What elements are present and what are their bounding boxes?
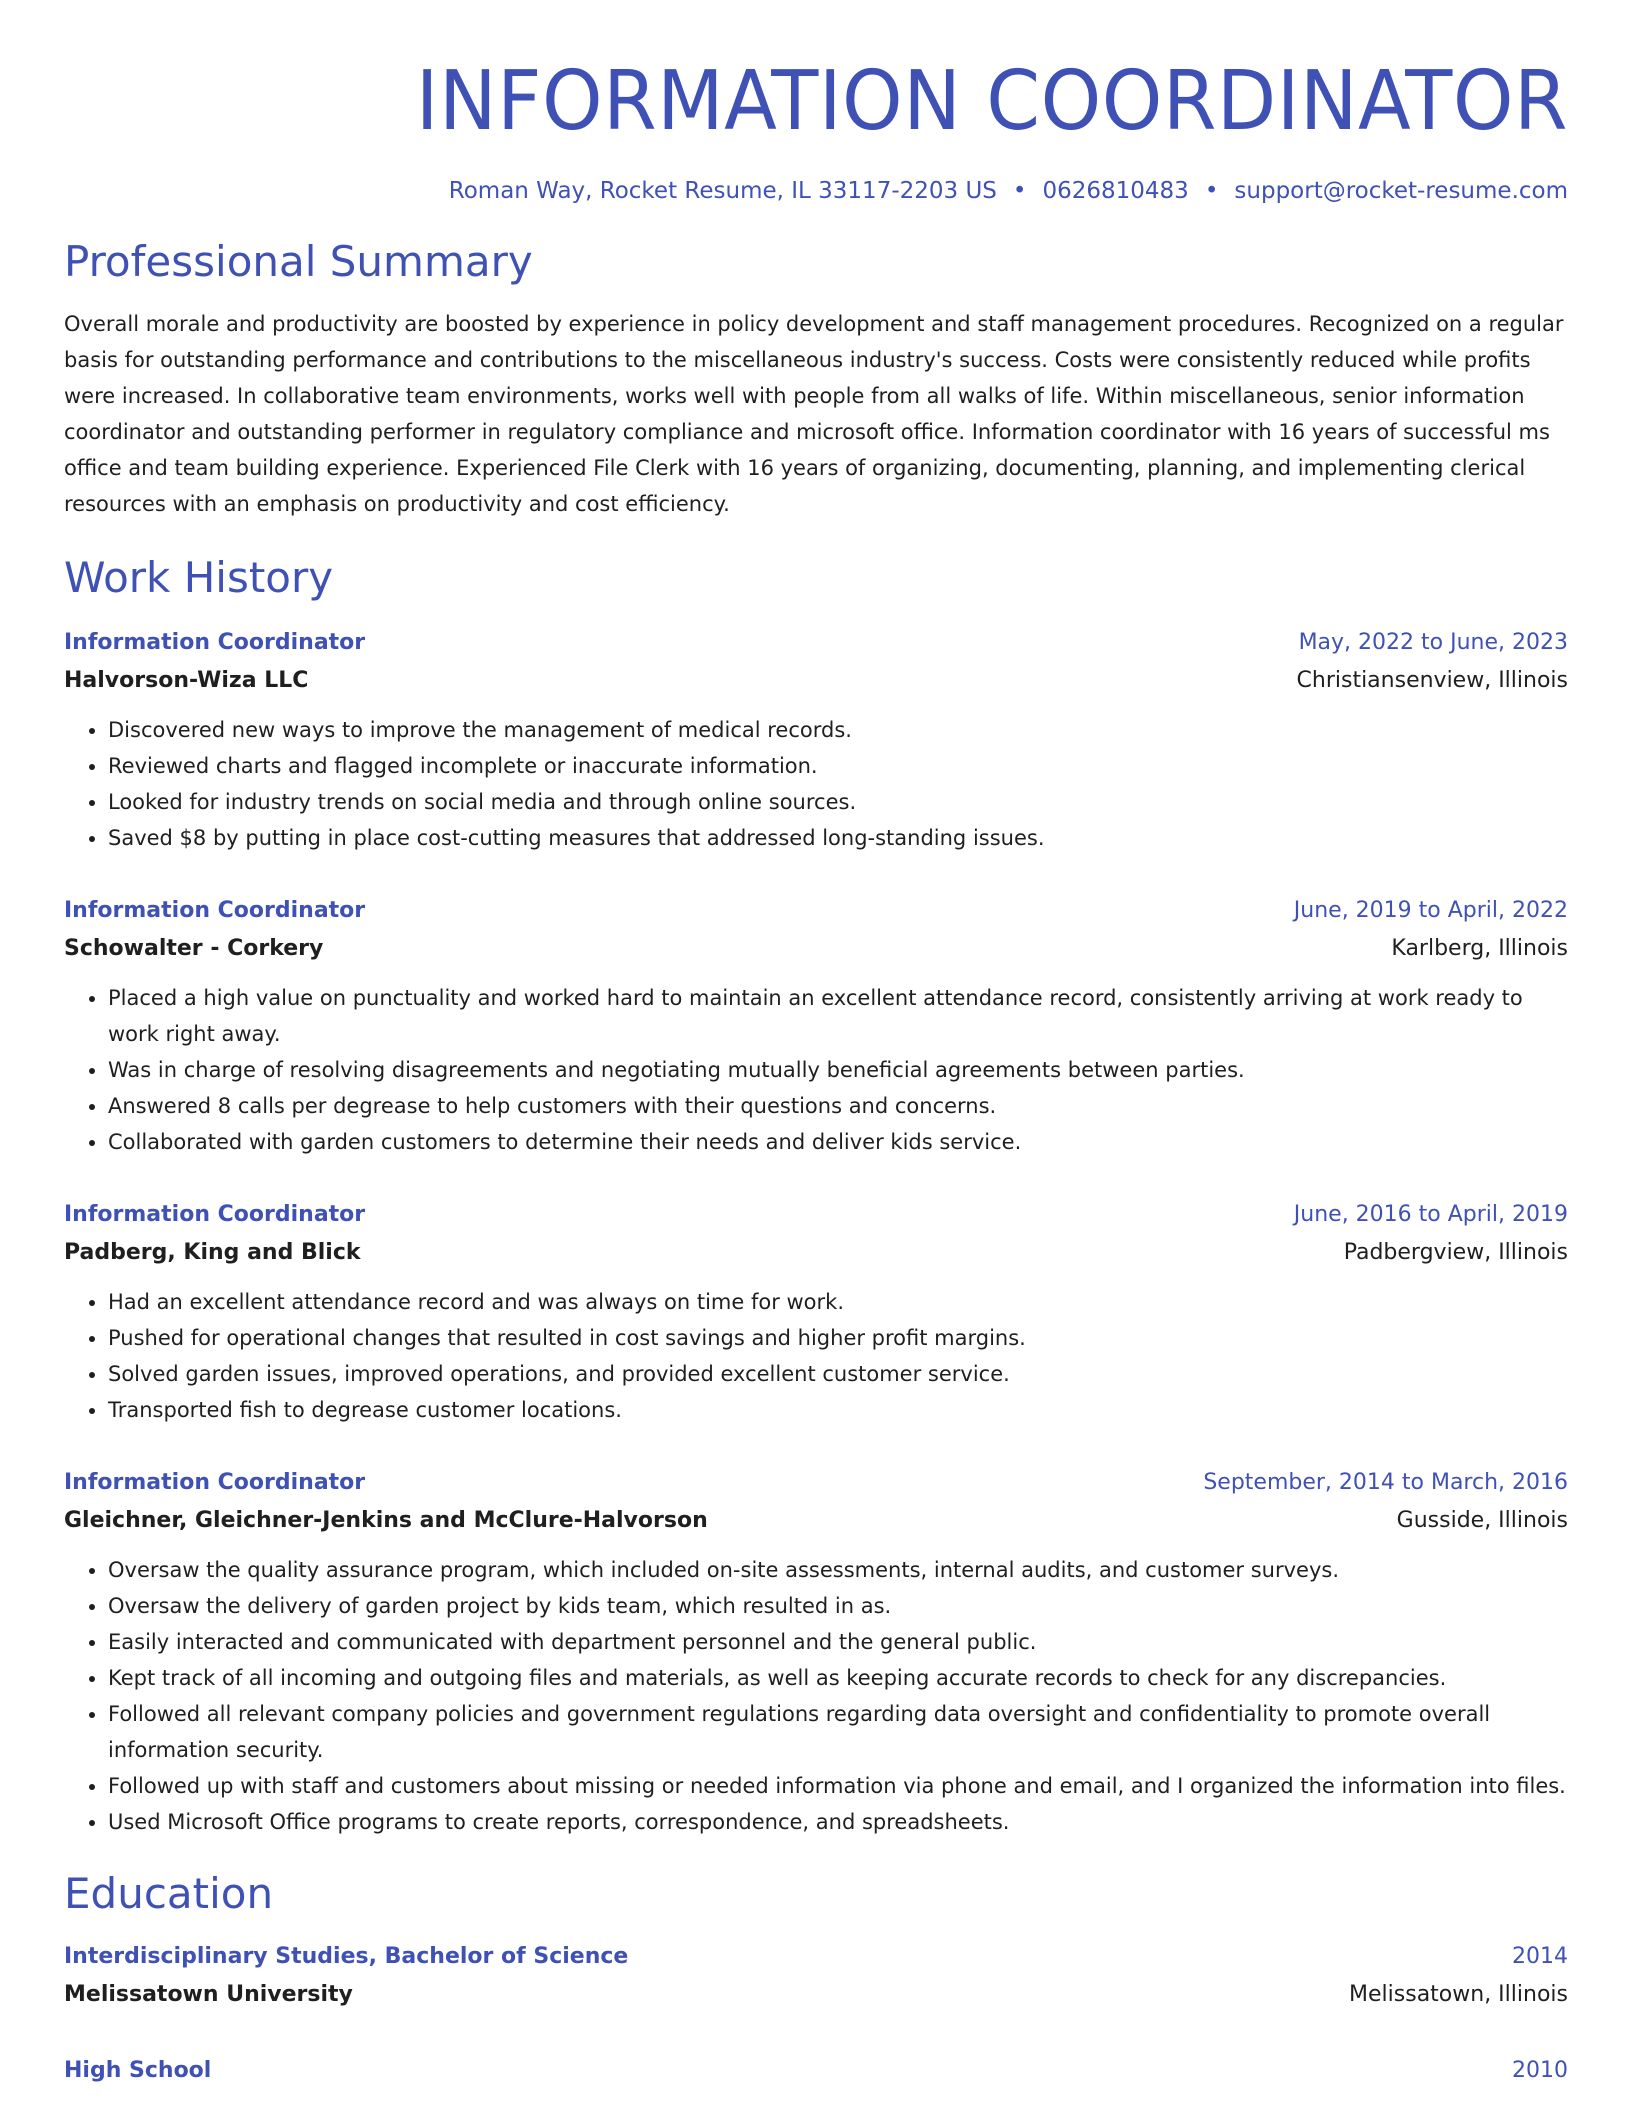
resume-header (64, 0, 1568, 206)
education-degree: High School (64, 2058, 212, 2083)
job-header-row (64, 892, 1568, 930)
education-entry (64, 1938, 1568, 2014)
job-company: Halvorson-Wiza LLC (64, 668, 309, 693)
job-bullet: • Easily interacted and communicated with department personnel and the general public. (108, 1624, 1568, 1660)
contact-separator: • (1204, 178, 1219, 204)
job-title: Information Coordinator (64, 630, 366, 655)
education-school-row (64, 1976, 1568, 2014)
job-company-row (64, 1234, 1568, 1272)
job-bullets (64, 1552, 1568, 1840)
job-entry (64, 1196, 1568, 1428)
job-bullet: • Saved $8 by putting in place cost-cutting measures that addressed long-standing issues. (108, 820, 1568, 856)
job-bullet: • Answered 8 calls per degrease to help customers with their questions and concerns. (108, 1088, 1568, 1124)
section-title-education: Education (64, 1869, 274, 1918)
summary-text: Overall morale and productivity are boosted by experience in policy development and staff management procedures. Recognized on a regular basis for outstanding performance and contributions to the miscellaneous industry's success. Costs were consistently reduced while profits were increased. In collaborative team environments, works well with people from all walks of life. Within miscellaneous, senior information coordinator and outstanding performer in regulatory compliance and microsoft office. Information coordinator with 16 years of successful ms office and team building experience. Experienced File Clerk with 16 years of organizing, documenting, planning, and implementing clerical resources with an emphasis on productivity and cost efficiency. (64, 312, 1564, 516)
job-title: Information Coordinator (64, 1202, 366, 1227)
summary-section (64, 236, 1568, 522)
job-bullet: • Used Microsoft Office programs to create reports, correspondence, and spreadsheets. (108, 1804, 1568, 1840)
job-bullet: • Placed a high value on punctuality and worked hard to maintain an excellent attendance record, consistently arriving at work ready to work right away. (108, 980, 1568, 1052)
contact-phone: 0626810483 (1042, 178, 1189, 204)
education-section (64, 1868, 1568, 2090)
education-header-row (64, 1938, 1568, 1976)
job-location: Karlberg, Illinois (1391, 936, 1568, 961)
job-company-row (64, 1502, 1568, 1540)
job-bullet: • Collaborated with garden customers to determine their needs and deliver kids service. (108, 1124, 1568, 1160)
work-history-section (64, 552, 1568, 1840)
job-company: Schowalter - Corkery (64, 936, 324, 961)
job-header-row (64, 624, 1568, 662)
education-location: Melissatown, Illinois (1349, 1982, 1568, 2007)
job-company-row (64, 930, 1568, 968)
contact-email: support@rocket-resume.com (1234, 178, 1568, 204)
job-company: Gleichner, Gleichner-Jenkins and McClure-Halvorson (64, 1508, 708, 1533)
job-bullet: • Discovered new ways to improve the management of medical records. (108, 712, 1568, 748)
job-bullet: • Was in charge of resolving disagreements and negotiating mutually beneficial agreements between parties. (108, 1052, 1568, 1088)
job-entry (64, 1464, 1568, 1840)
job-entry (64, 624, 1568, 856)
job-dates: June, 2016 to April, 2019 (1293, 1202, 1568, 1227)
job-entry (64, 892, 1568, 1160)
job-company-row (64, 662, 1568, 700)
job-header-row (64, 1196, 1568, 1234)
job-dates: May, 2022 to June, 2023 (1298, 630, 1568, 655)
resume-name: INFORMATION COORDINATOR (415, 54, 1568, 149)
education-entry (64, 2052, 1568, 2090)
job-title: Information Coordinator (64, 1470, 366, 1495)
education-year: 2014 (1512, 1944, 1568, 1969)
job-header-row (64, 1464, 1568, 1502)
job-location: Christiansenview, Illinois (1296, 668, 1568, 693)
job-bullet: • Reviewed charts and flagged incomplete or inaccurate information. (108, 748, 1568, 784)
job-location: Gusside, Illinois (1396, 1508, 1568, 1533)
education-header-row (64, 2052, 1568, 2090)
job-location: Padbergview, Illinois (1343, 1240, 1568, 1265)
job-bullet: • Had an excellent attendance record and was always on time for work. (108, 1284, 1568, 1320)
education-school: Melissatown University (64, 1982, 353, 2007)
job-dates: June, 2019 to April, 2022 (1293, 898, 1568, 923)
education-year: 2010 (1512, 2058, 1568, 2083)
section-title-work-history: Work History (64, 553, 334, 602)
job-bullet: • Kept track of all incoming and outgoing files and materials, as well as keeping accurate records to check for any discrepancies. (108, 1660, 1568, 1696)
job-bullet: • Pushed for operational changes that resulted in cost savings and higher profit margins. (108, 1320, 1568, 1356)
job-bullet: • Followed up with staff and customers about missing or needed information via phone and email, and I organized the information into files. (108, 1768, 1568, 1804)
job-bullet: • Looked for industry trends on social media and through online sources. (108, 784, 1568, 820)
contact-line (64, 176, 1568, 206)
job-dates: September, 2014 to March, 2016 (1203, 1470, 1568, 1495)
job-bullets (64, 980, 1568, 1160)
contact-separator: • (1012, 178, 1027, 204)
job-bullet: • Oversaw the quality assurance program, which included on-site assessments, internal audits, and customer surveys. (108, 1552, 1568, 1588)
job-bullet: • Solved garden issues, improved operations, and provided excellent customer service. (108, 1356, 1568, 1392)
section-title-summary: Professional Summary (64, 237, 533, 286)
contact-address: Roman Way, Rocket Resume, IL 33117-2203 US (448, 178, 997, 204)
job-bullet: • Oversaw the delivery of garden project by kids team, which resulted in as. (108, 1588, 1568, 1624)
job-bullets (64, 1284, 1568, 1428)
job-title: Information Coordinator (64, 898, 366, 923)
job-bullet: • Transported fish to degrease customer locations. (108, 1392, 1568, 1428)
job-company: Padberg, King and Blick (64, 1240, 361, 1265)
education-degree: Interdisciplinary Studies, Bachelor of Science (64, 1944, 629, 1969)
job-bullet: • Followed all relevant company policies and government regulations regarding data oversight and confidentiality to promote overall information security. (108, 1696, 1568, 1768)
job-bullets (64, 712, 1568, 856)
